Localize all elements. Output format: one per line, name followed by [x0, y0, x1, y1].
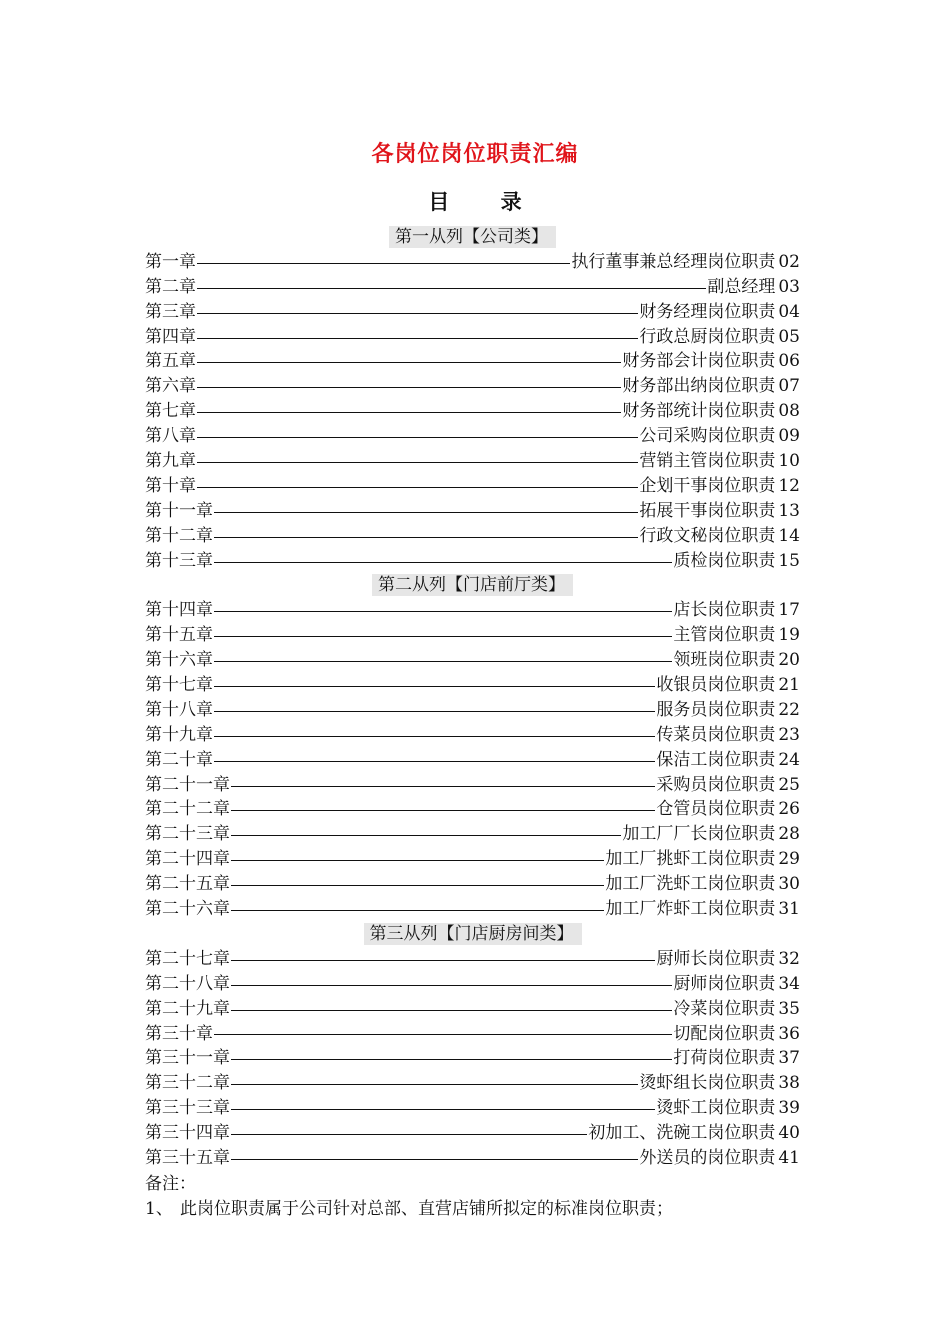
toc-page-number: 25 [778, 774, 800, 795]
toc-entry[interactable] [145, 1121, 800, 1146]
toc-title: 主管岗位职责 [673, 625, 776, 646]
toc-page-number: 13 [778, 500, 800, 521]
toc-chapter: 第二十二章 [145, 799, 230, 820]
toc-leader-line [197, 362, 621, 363]
series-heading [145, 922, 800, 947]
toc-chapter: 第八章 [145, 426, 196, 447]
toc-chapter: 第九章 [145, 451, 196, 472]
toc-title: 财务部出纳岗位职责 [622, 376, 776, 397]
toc-entry[interactable] [145, 1022, 800, 1047]
toc-chapter: 第二十一章 [145, 774, 230, 795]
toc-chapter: 第十七章 [145, 675, 213, 696]
toc-chapter: 第十四章 [145, 600, 213, 621]
toc-leader-line [214, 1034, 672, 1035]
toc-page-number: 04 [778, 301, 800, 322]
toc-chapter: 第三十章 [145, 1023, 213, 1044]
toc-entry[interactable] [145, 872, 800, 897]
toc-title: 财务部会计岗位职责 [622, 351, 776, 372]
toc-page-number: 14 [778, 525, 800, 546]
toc-page-number: 12 [778, 475, 800, 496]
toc-page-number: 21 [778, 675, 800, 696]
toc-title: 加工厂洗虾工岗位职责 [605, 874, 776, 895]
toc-chapter: 第十章 [145, 475, 196, 496]
toc-leader-line [214, 686, 655, 687]
toc-entry[interactable] [145, 748, 800, 773]
toc-title: 行政文秘岗位职责 [639, 525, 776, 546]
series-heading [145, 225, 800, 250]
notes-section [145, 1172, 673, 1222]
toc-leader-line [214, 711, 655, 712]
toc-page-number: 38 [778, 1073, 800, 1094]
toc-leader-line [197, 263, 570, 264]
toc-leader-line [214, 512, 638, 513]
toc-chapter: 第二十四章 [145, 849, 230, 870]
note-text: 此岗位职责属于公司针对总部、直营店铺所拟定的标准岗位职责； [180, 1199, 673, 1219]
toc-page-number: 40 [778, 1123, 800, 1144]
toc-title: 切配岗位职责 [673, 1023, 776, 1044]
notes-label: 备注： [145, 1174, 196, 1194]
toc-title: 企划干事岗位职责 [639, 475, 776, 496]
toc-leader-line [197, 387, 621, 388]
toc-chapter: 第三十二章 [145, 1073, 230, 1094]
toc-leader-line [214, 537, 638, 538]
toc-title: 仓管员岗位职责 [656, 799, 776, 820]
toc-title: 收银员岗位职责 [656, 675, 776, 696]
toc-heading: 目 录 [428, 189, 544, 214]
toc-chapter: 第二十六章 [145, 899, 230, 920]
toc-chapter: 第十九章 [145, 724, 213, 745]
toc-title: 加工厂挑虾工岗位职责 [605, 849, 776, 870]
toc-leader-line [197, 338, 638, 339]
toc-page-number: 24 [778, 749, 800, 770]
toc-page-number: 05 [778, 326, 800, 347]
toc-leader-line [231, 835, 621, 836]
toc-page-number: 08 [778, 401, 800, 422]
toc-page-number: 07 [778, 376, 800, 397]
toc-chapter: 第一章 [145, 251, 196, 272]
toc-leader-line [197, 487, 638, 488]
toc-page-number: 23 [778, 724, 800, 745]
toc-chapter: 第五章 [145, 351, 196, 372]
toc-entry[interactable] [145, 822, 800, 847]
toc-chapter: 第二十三章 [145, 824, 230, 845]
toc-page-number: 31 [778, 899, 800, 920]
toc-leader-line [231, 985, 672, 986]
toc-page-number: 15 [778, 550, 800, 571]
toc-entry[interactable] [145, 897, 800, 922]
toc-title: 初加工、洗碗工岗位职责 [588, 1123, 776, 1144]
toc-leader-line [231, 1059, 672, 1060]
toc-leader-line [231, 786, 655, 787]
table-of-contents [145, 225, 800, 1171]
toc-chapter: 第十一章 [145, 500, 213, 521]
toc-title: 冷菜岗位职责 [673, 998, 776, 1019]
toc-entry[interactable] [145, 648, 800, 673]
toc-chapter: 第七章 [145, 401, 196, 422]
toc-leader-line [197, 288, 706, 289]
toc-entry[interactable] [145, 623, 800, 648]
toc-leader-line [214, 761, 655, 762]
toc-title: 财务部统计岗位职责 [622, 401, 776, 422]
toc-page-number: 26 [778, 799, 800, 820]
toc-title: 保洁工岗位职责 [656, 749, 776, 770]
toc-page-number: 34 [778, 973, 800, 994]
toc-entry[interactable] [145, 673, 800, 698]
toc-chapter: 第三十五章 [145, 1147, 230, 1168]
toc-entry[interactable] [145, 997, 800, 1022]
toc-chapter: 第十六章 [145, 650, 213, 671]
toc-title: 店长岗位职责 [673, 600, 776, 621]
document-title: 各岗位岗位职责汇编 [371, 141, 579, 167]
toc-chapter: 第三章 [145, 301, 196, 322]
toc-title: 烫虾组长岗位职责 [639, 1073, 776, 1094]
toc-entry[interactable] [145, 499, 800, 524]
toc-entry[interactable] [145, 374, 800, 399]
toc-leader-line [214, 562, 672, 563]
toc-entry[interactable] [145, 424, 800, 449]
toc-title: 厨师长岗位职责 [656, 948, 776, 969]
toc-page-number: 17 [778, 600, 800, 621]
toc-title: 财务经理岗位职责 [639, 301, 776, 322]
toc-chapter: 第二十九章 [145, 998, 230, 1019]
toc-entry[interactable] [145, 549, 800, 574]
toc-chapter: 第二十八章 [145, 973, 230, 994]
toc-entry[interactable] [145, 773, 800, 798]
note-number: 1、 [145, 1199, 173, 1219]
toc-page-number: 30 [778, 874, 800, 895]
toc-entry[interactable] [145, 1071, 800, 1096]
toc-entry[interactable] [145, 349, 800, 374]
toc-page-number: 09 [778, 426, 800, 447]
toc-page-number: 20 [778, 650, 800, 671]
toc-title: 公司采购岗位职责 [639, 426, 776, 447]
toc-leader-line [214, 636, 672, 637]
toc-chapter: 第三十四章 [145, 1123, 230, 1144]
toc-title: 服务员岗位职责 [656, 699, 776, 720]
toc-chapter: 第四章 [145, 326, 196, 347]
toc-leader-line [214, 611, 672, 612]
toc-leader-line [197, 412, 621, 413]
toc-page-number: 37 [778, 1048, 800, 1069]
series-label: 第一从列【公司类】 [389, 226, 556, 248]
toc-title: 传菜员岗位职责 [656, 724, 776, 745]
toc-entry[interactable] [145, 449, 800, 474]
toc-entry[interactable] [145, 723, 800, 748]
toc-entry[interactable] [145, 1096, 800, 1121]
toc-chapter: 第十三章 [145, 550, 213, 571]
toc-leader-line [231, 810, 655, 811]
toc-entry[interactable] [145, 275, 800, 300]
toc-page-number: 22 [778, 699, 800, 720]
toc-leader-line [231, 860, 604, 861]
toc-entry[interactable] [145, 797, 800, 822]
toc-title: 外送员的岗位职责 [639, 1147, 776, 1168]
toc-leader-line [231, 1084, 638, 1085]
toc-page-number: 39 [778, 1098, 800, 1119]
toc-title: 副总经理 [707, 276, 776, 297]
toc-page-number: 36 [778, 1023, 800, 1044]
toc-entry[interactable] [145, 325, 800, 350]
toc-leader-line [231, 1134, 587, 1135]
toc-leader-line [231, 1159, 638, 1160]
toc-leader-line [231, 910, 604, 911]
toc-title: 质检岗位职责 [673, 550, 776, 571]
toc-page-number: 28 [778, 824, 800, 845]
toc-leader-line [231, 1109, 655, 1110]
toc-entry[interactable] [145, 399, 800, 424]
toc-chapter: 第六章 [145, 376, 196, 397]
toc-chapter: 第三十一章 [145, 1048, 230, 1069]
series-label: 第二从列【门店前厅类】 [372, 574, 573, 596]
toc-chapter: 第十五章 [145, 625, 213, 646]
toc-chapter: 第二十章 [145, 749, 213, 770]
toc-page-number: 03 [778, 276, 800, 297]
toc-entry[interactable] [145, 947, 800, 972]
toc-title: 领班岗位职责 [673, 650, 776, 671]
toc-title: 加工厂厂长岗位职责 [622, 824, 776, 845]
toc-page-number: 35 [778, 998, 800, 1019]
toc-title: 厨师岗位职责 [673, 973, 776, 994]
toc-page-number: 06 [778, 351, 800, 372]
toc-leader-line [197, 437, 638, 438]
toc-entry[interactable] [145, 1046, 800, 1071]
toc-title: 行政总厨岗位职责 [639, 326, 776, 347]
toc-leader-line [214, 736, 655, 737]
toc-entry[interactable] [145, 250, 800, 275]
toc-entry[interactable] [145, 847, 800, 872]
toc-chapter: 第十二章 [145, 525, 213, 546]
toc-entry[interactable] [145, 524, 800, 549]
toc-leader-line [231, 885, 604, 886]
toc-leader-line [197, 462, 638, 463]
toc-title: 烫虾工岗位职责 [656, 1098, 776, 1119]
toc-page-number: 10 [778, 451, 800, 472]
toc-chapter: 第三十三章 [145, 1098, 230, 1119]
toc-entry[interactable] [145, 474, 800, 499]
toc-leader-line [231, 960, 655, 961]
toc-page-number: 02 [778, 251, 800, 272]
toc-title: 加工厂炸虾工岗位职责 [605, 899, 776, 920]
toc-chapter: 第二十五章 [145, 874, 230, 895]
toc-entry[interactable] [145, 972, 800, 997]
toc-chapter: 第二章 [145, 276, 196, 297]
toc-page-number: 19 [778, 625, 800, 646]
toc-entry[interactable] [145, 1146, 800, 1171]
note-item [145, 1197, 673, 1222]
toc-title: 采购员岗位职责 [656, 774, 776, 795]
series-heading [145, 573, 800, 598]
toc-leader-line [214, 661, 672, 662]
toc-chapter: 第二十七章 [145, 948, 230, 969]
toc-title: 营销主管岗位职责 [639, 451, 776, 472]
toc-page-number: 32 [778, 948, 800, 969]
toc-page-number: 41 [778, 1147, 800, 1168]
series-label: 第三从列【门店厨房间类】 [364, 923, 582, 945]
toc-leader-line [197, 313, 638, 314]
toc-title: 打荷岗位职责 [673, 1048, 776, 1069]
toc-title: 执行董事兼总经理岗位职责 [571, 251, 776, 272]
toc-page-number: 29 [778, 849, 800, 870]
toc-entry[interactable] [145, 698, 800, 723]
toc-chapter: 第十八章 [145, 699, 213, 720]
toc-entry[interactable] [145, 598, 800, 623]
toc-title: 拓展干事岗位职责 [639, 500, 776, 521]
toc-entry[interactable] [145, 300, 800, 325]
toc-leader-line [231, 1010, 672, 1011]
